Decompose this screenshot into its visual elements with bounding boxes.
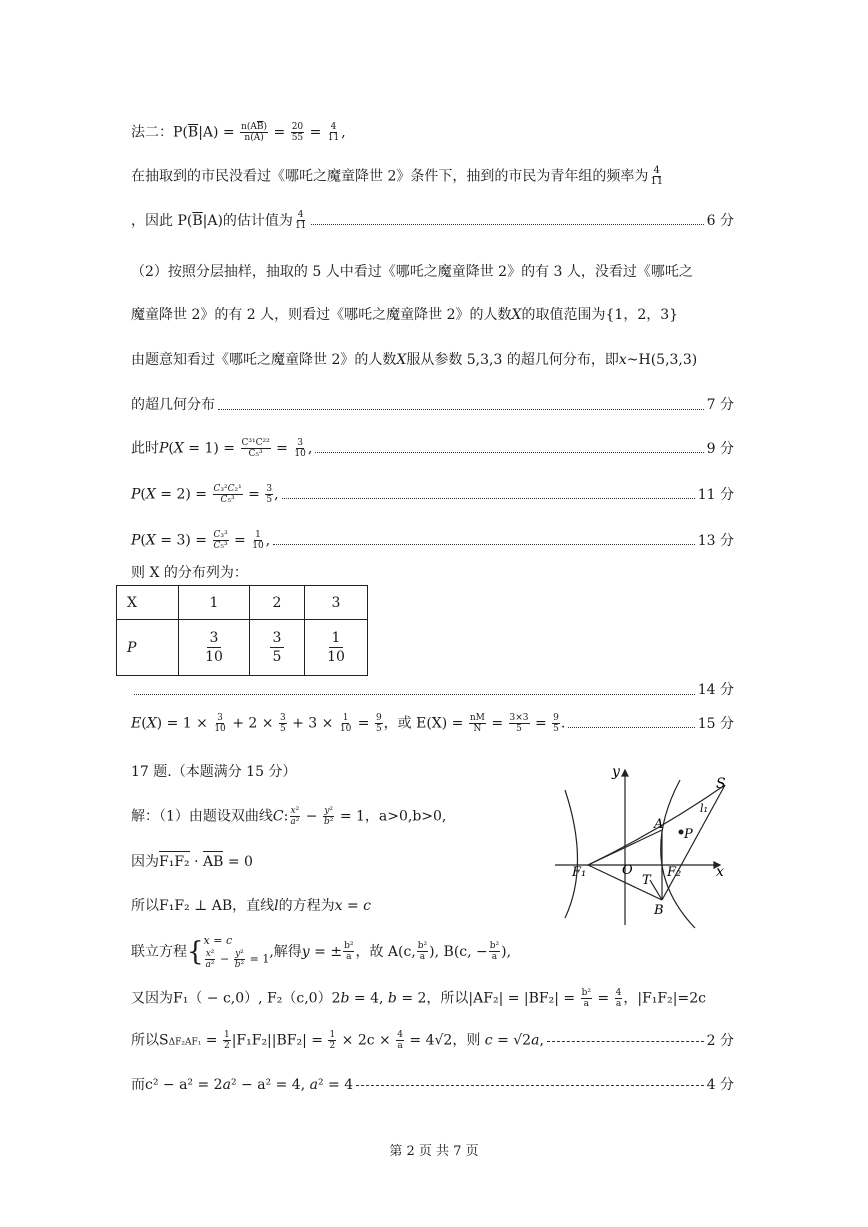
condition-line: 在抽取到的市民没看过《哪吒之魔童降世 2》条件下，抽到的市民为青年组的频率为 $\frac{4}{11}$ [131,165,664,187]
label-s: S [716,776,726,792]
table-prob-3: $\frac{1}{10}$ [305,620,368,676]
y-axis-arrow [622,770,628,776]
table-header-x: X [117,586,179,620]
label-y: y [612,764,620,780]
label-l1: l₁ [700,802,708,815]
line-l1 [662,785,725,900]
hyperbola-right-branch [661,780,695,928]
hypergeometric-line: 由题意知看过《哪吒之魔童降世 2》的人数X服从参数 5,3,3 的超几何分布，即x~H(5,3,3) [131,352,698,368]
label-f1: F₁ [572,865,587,880]
distribution-table [116,585,368,676]
score-2: 2 分 [706,1033,734,1050]
label-x: x [716,864,724,880]
page-footer: 第 2 页 共 7 页 [389,1144,479,1159]
solution-line-3: 所以F₁F₂ ⊥ AB，直线l的方程为x = c [131,898,371,914]
score-13: 13 分 [697,532,734,549]
score-7: 7 分 [706,397,734,413]
score-15: 15 分 [697,715,734,732]
label-a: A [654,817,664,832]
score-4: 4 分 [706,1077,734,1093]
label-o: O [622,863,633,878]
solution-line-5: 又因为F₁（ − c,0）, F₂（c,0）2b = 4, b = 2，所以|AF₂| = |BF₂| = $\frac{\text{b²}}{a}$ = $\frac{4}{a}$ ，|F₁F₂|=2c [131,988,706,1009]
label-t: T [642,873,651,888]
solution-line-7: 而c² − a² = 2a² − a² = 4, a² = 4 4 分 [131,1077,734,1093]
range-line: 魔童降世 2》的有 2 人，则看过《哪吒之魔童降世 2》的人数X的取值范围为{1，2，3} [131,307,679,323]
label-b: B [654,903,664,918]
table-score-line [131,680,734,700]
method-two-line: 法二：$P(\overline{B}|A)$ = $\frac{n(A\overline{B})}{n(A)}$ = $\frac{20}{55}$ = $\frac{4}{11}$ , [131,122,346,143]
table-header-p: P [117,620,179,676]
px2-line: P(X = 2) = $\frac{\text{C₃²C₂¹}}{\text{C₅³}}$ = $\frac{3}{5}$ , 11 分 [131,484,734,505]
distribution-heading: 则 X 的分布列为： [131,565,248,581]
expectation-line: E(X) = 1 × $\frac{3}{10}$ + 2 × $\frac{3}{5}$ + 3 × $\frac{1}{10}$ = $\frac{9}{5}$ ，或 E(X) = $\frac{nM}{N}$ = $\frac{3\times 3}{5}$ = $\frac{9}{5}$ . 15 分 [131,713,734,734]
solution-line-2: 因为F₁F₂ · AB = 0 [131,852,538,872]
part-two-line: （2）按照分层抽样，抽取的 5 人中看过《哪吒之魔童降世 2》的有 3 人，没看过《哪吒之 [131,264,693,280]
score-9: 9 分 [706,440,734,457]
hypergeometric-cont-line: 的超几何分布 7 分 [131,397,734,413]
hyperbola-figure [550,760,740,930]
table-value-3: 3 [305,586,368,620]
solution-line-4: 联立方程 { x = c $\frac{\text{x²}}{\text{a²}}$ − $\frac{\text{y²}}{\text{b²}}$ = 1 ,解得 y = ± $\frac{\text{b²}}{a}$ ，故 A(c, $\frac{\text{b²}}{a}$ ), B(c, − $\frac{\text{b²}}{a}$ ), [131,934,512,970]
label-p: P [684,827,693,842]
table-prob-1: $\frac{3}{10}$ [179,620,250,676]
score-6: 6 分 [706,212,734,229]
hyperbola-left-branch [565,790,578,918]
score-11: 11 分 [697,486,734,503]
estimate-line: ，因此 $P(\overline{B}|A)$的估计值为 $\frac{4}{11}$ 6 分 [131,210,734,231]
question-17-title: 17 题.（本题满分 15 分） [131,764,297,780]
table-value-2: 2 [250,586,305,620]
table-value-1: 1 [179,586,250,620]
label-f2: F₂ [667,865,682,880]
solution-line-6: 所以SΔF₂AF₁ = $\frac{1}{2}$ |F₁F₂||BF₂| = $\frac{1}{2}$ × 2c × $\frac{4}{a}$ = 4√2，则 c = √2a, 2 分 [131,1030,734,1051]
px3-line: P(X = 3) = $\frac{\text{C₃³}}{\text{C₅³}}$ = $\frac{1}{10}$ , 13 分 [131,530,734,551]
score-14: 14 分 [697,682,734,698]
px1-line: 此时P(X = 1) = $\frac{\text{C³¹C²²}}{\text{C₅³}}$ = $\frac{3}{10}$ , 9 分 [131,438,734,459]
point-p [679,830,684,835]
solution-line-1: 解：（1）由题设双曲线C: $\frac{\text{x²}}{\text{a²}}$ − $\frac{\text{y²}}{\text{b²}}$ = 1，a>0,b>0, [131,806,447,827]
table-prob-2: $\frac{3}{5}$ [250,620,305,676]
